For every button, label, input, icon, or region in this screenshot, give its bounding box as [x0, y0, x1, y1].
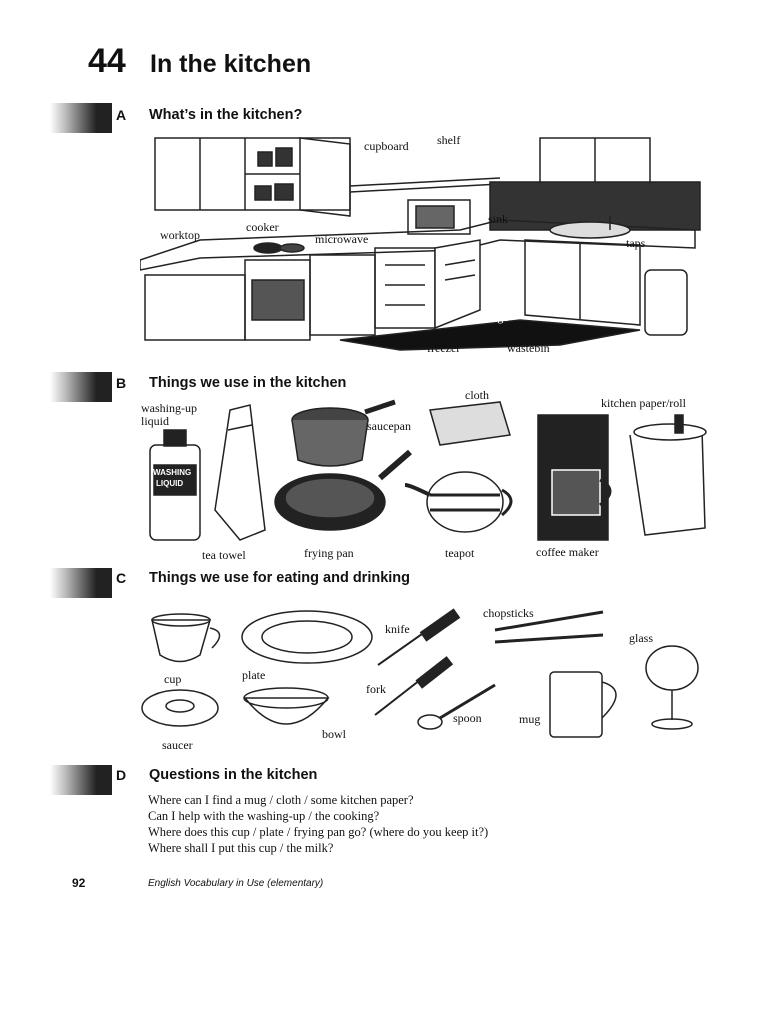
section-title: What’s in the kitchen?: [149, 107, 303, 123]
label-coffee-maker: coffee maker: [536, 545, 599, 559]
label-spoon: spoon: [453, 711, 482, 725]
section-marker: [50, 103, 112, 133]
label-kitchen-paper: kitchen paper/roll: [601, 396, 686, 410]
unit-title: In the kitchen: [150, 50, 312, 78]
label-freezer: freezer: [427, 341, 461, 355]
label-saucepan: saucepan: [367, 419, 411, 433]
page-number: 92: [72, 876, 86, 890]
bottle-label-line2: LIQUID: [156, 479, 184, 488]
book-title: English Vocabulary in Use (elementary): [148, 878, 324, 889]
label-saucer: saucer: [162, 738, 193, 752]
section-letter: A: [116, 107, 127, 123]
label-glass: glass: [629, 631, 653, 645]
label-chopsticks: chopsticks: [483, 606, 534, 620]
label-washing-up: washing-up: [141, 401, 197, 415]
tableware-illustration: [140, 600, 705, 745]
label-fork: fork: [366, 682, 386, 696]
question-item: Where shall I put this cup / the milk?: [148, 841, 334, 855]
section-letter: D: [116, 767, 127, 783]
label-liquid: liquid: [141, 414, 170, 428]
label-tea-towel: tea towel: [202, 548, 246, 562]
label-taps: taps: [626, 236, 646, 250]
label-shelf: shelf: [437, 133, 461, 147]
section-title: Things we use for eating and drinking: [149, 570, 411, 586]
label-teapot: teapot: [445, 546, 475, 560]
label-cooker: cooker: [246, 220, 279, 234]
kitchen-utensils-illustration: [140, 390, 710, 545]
label-frying-pan: frying pan: [304, 546, 354, 560]
section-letter: C: [116, 570, 127, 586]
question-item: Where does this cup / plate / frying pan go? (where do you keep it?): [148, 825, 489, 839]
label-bowl: bowl: [322, 727, 346, 741]
bottle-label-line1: WASHING: [153, 468, 192, 477]
label-sink: sink: [488, 212, 509, 226]
label-worktop: worktop: [160, 228, 200, 242]
label-wastebin: wastebin: [507, 341, 550, 355]
label-knife: knife: [385, 622, 410, 636]
question-item: Where can I find a mug / cloth / some kitchen paper?: [148, 793, 414, 807]
label-fridge: fridge: [480, 310, 509, 324]
label-mug: mug: [519, 712, 541, 726]
section-title: Things we use in the kitchen: [149, 375, 347, 391]
question-item: Can I help with the washing-up / the cooking?: [148, 809, 380, 823]
unit-number: 44: [88, 42, 126, 80]
section-marker: [50, 372, 112, 402]
label-cupboard: cupboard: [364, 139, 409, 153]
label-cup: cup: [164, 672, 182, 686]
section-letter: B: [116, 375, 127, 391]
section-marker: [50, 568, 112, 598]
section-marker: [50, 765, 112, 795]
kitchen-illustration: [140, 130, 705, 355]
label-plate: plate: [242, 668, 266, 682]
section-title: Questions in the kitchen: [149, 767, 318, 783]
label-microwave: microwave: [315, 232, 369, 246]
label-cloth: cloth: [465, 388, 489, 402]
